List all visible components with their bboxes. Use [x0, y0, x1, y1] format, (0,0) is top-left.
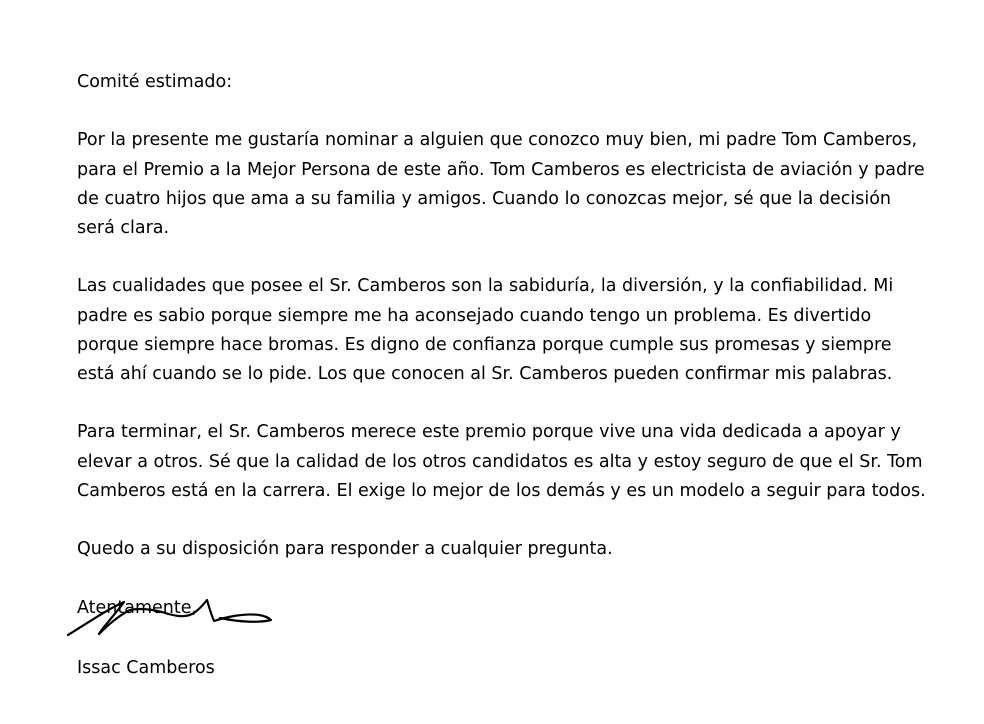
letter-body: [77, 68, 927, 623]
letter-greeting: Comité estimado:: [77, 72, 233, 92]
signer-name: Issac Camberos: [77, 658, 215, 678]
letter-paragraph-1: Por la presente me gustaría nominar a alguien que conozco muy bien, mi padre Tom Camberos, para el Premio a la Mejor Persona de este año. Tom Camberos es electricista de aviación y padre de cuatro hijos que ama a su familia y amigos. Cuando lo conozcas mejor, sé que la decisión será clara.: [77, 130, 925, 238]
letter-paragraph-2: Las cualidades que posee el Sr. Camberos son la sabiduría, la diversión, y la confiabilidad. Mi padre es sabio porque siempre me ha aconsejado cuando tengo un problema. Es divertido porque siempre hace bromas. Es digno de confianza porque cumple sus promesas y siempre está ahí cuando se lo pide. Los que conocen al Sr. Camberos pueden confirmar mis palabras.: [77, 276, 894, 384]
letter-closing: Atentamente,: [77, 597, 198, 618]
signature-stroke: [68, 600, 271, 635]
letter-paragraph-3: Para terminar, el Sr. Camberos merece este premio porque vive una vida dedicada a apoyar y elevar a otros. Sé que la calidad de los otros candidatos es alta y estoy seguro de que el Sr. Tom Camberos está en la carrera. El exige lo mejor de los demás y es un modelo a seguir para todos.: [77, 422, 926, 501]
handwritten-signature: [66, 594, 276, 642]
letter-paragraph-4: Quedo a su disposición para responder a cualquier pregunta.: [77, 539, 613, 560]
